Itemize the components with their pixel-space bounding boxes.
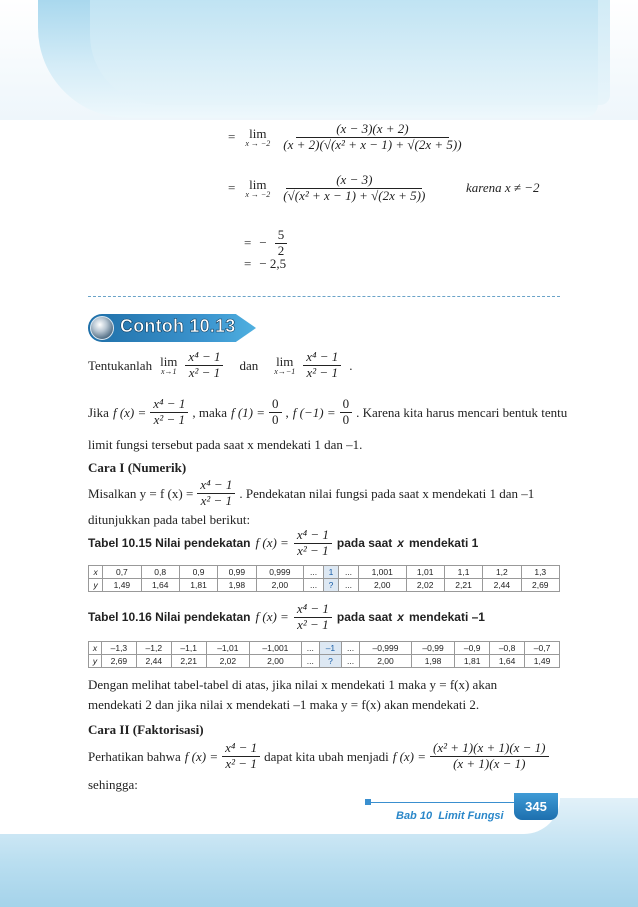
table-cell: ...: [339, 566, 359, 579]
table-cell: 2,21: [444, 579, 482, 592]
table-cell: 1,98: [218, 579, 256, 592]
table-cell: 2,44: [136, 655, 171, 668]
table-cell: 1,64: [490, 655, 525, 668]
table-cell: 1,49: [525, 655, 560, 668]
table-cell: –1,3: [101, 642, 136, 655]
table-cell: ...: [342, 642, 360, 655]
example-prompt: Tentukanlah lim x→1 $\frac{\text{x⁴ − 1}}{\text{x² − 1}}$ dan lim x→−1 $\frac{\text{x⁴ − 1}}{\text{x² − 1}}$ .: [88, 349, 353, 380]
table-cell: 2,00: [250, 655, 302, 668]
derivation-line-2: = lim x → −2 $\frac{(x - 3)}{\text{(√(x² + x − 1) + √(2x + 5))}}$: [228, 172, 426, 203]
condition-note: karena x ≠ −2: [466, 180, 540, 195]
table-cell: –0,9: [455, 642, 490, 655]
table-cell: ...: [301, 655, 319, 668]
table-cell: 0,999: [256, 566, 304, 579]
table-cell: –1: [319, 642, 341, 655]
table-cell: ...: [339, 579, 359, 592]
table-cell: –1,01: [206, 642, 249, 655]
globe-icon: [90, 316, 114, 340]
table-cell: 2,02: [206, 655, 249, 668]
table-cell: 0,9: [179, 566, 217, 579]
table-cell: –0,999: [360, 642, 412, 655]
table-cell: ?: [319, 655, 341, 668]
table-cell: ...: [304, 579, 324, 592]
conclusion-line-2: mendekati 2 dan jika nilai x mendekati –1 maka y = f(x) akan mendekati 2.: [88, 697, 480, 712]
table1-title: Tabel 10.15 Nilai pendekatan f (x) = $\frac{\text{x⁴ − 1}}{\text{x² − 1}}$ pada saat x mendekati 1: [88, 527, 479, 558]
table-cell: –0,8: [490, 642, 525, 655]
table-row: [89, 566, 560, 579]
table-cell: 1,1: [444, 566, 482, 579]
cara1-line-2: ditunjukkan pada tabel berikut:: [88, 512, 251, 527]
page-number: 345: [514, 793, 558, 820]
table1: [88, 565, 560, 592]
conclusion-line-1: Dengan melihat tabel-tabel di atas, jika nilai x mendekati 1 maka y = f(x) akan: [88, 677, 498, 692]
table-cell: 2,00: [360, 655, 412, 668]
table-cell: 1,01: [406, 566, 444, 579]
cara2-heading: Cara II (Faktorisasi): [88, 722, 204, 737]
footer-line: [368, 802, 518, 803]
table-cell: 2,00: [358, 579, 406, 592]
table-cell: 2,02: [406, 579, 444, 592]
table-row: [89, 642, 560, 655]
table-cell: ...: [342, 655, 360, 668]
table-cell: 2,69: [521, 579, 559, 592]
footer-chapter: Bab 10 Limit Fungsi: [396, 810, 504, 822]
table-cell: ...: [301, 642, 319, 655]
table-cell: x: [89, 566, 103, 579]
example-title: Contoh 10.13: [120, 316, 236, 336]
derivation-line-4: = − 2,5: [244, 256, 287, 271]
table-cell: ?: [323, 579, 338, 592]
cara1-heading: Cara I (Numerik): [88, 460, 187, 475]
cara1-paragraph: Misalkan y = f (x) = $\frac{\text{x⁴ − 1}}{\text{x² − 1}}$ . Pendekatan nilai fungsi pada saat x mendekati 1 dan –1: [88, 477, 535, 508]
cara2-line-2: sehingga:: [88, 777, 138, 792]
table-cell: –1,1: [171, 642, 206, 655]
table-cell: 2,00: [256, 579, 304, 592]
table-cell: y: [89, 579, 103, 592]
derivation-line-1: = lim x → −2 $\frac{(x - 3)(x + 2)}{\text{(x + 2)(√(x² + x − 1) + √(2x + 5))}}$: [228, 121, 462, 152]
jika-paragraph: Jika f (x) = $\frac{\text{x⁴ − 1}}{\text{x² − 1}}$ , maka f (1) = $\frac{0}{0}$ , f (−1) = $\frac{0}{0}$ . Karena kita harus mencari bentuk tentu: [88, 396, 568, 427]
table-cell: y: [89, 655, 102, 668]
table-cell: 1,001: [358, 566, 406, 579]
table-cell: x: [89, 642, 102, 655]
table-cell: –0,7: [525, 642, 560, 655]
table-cell: 2,21: [171, 655, 206, 668]
table-cell: –0,99: [411, 642, 454, 655]
table-cell: 1,81: [455, 655, 490, 668]
table-cell: 0,8: [141, 566, 179, 579]
table-cell: 1,64: [141, 579, 179, 592]
table-cell: 1,98: [411, 655, 454, 668]
table-cell: 2,69: [101, 655, 136, 668]
derivation-line-3: = − $\frac{5}{2}$: [244, 228, 287, 259]
table-row: [89, 579, 560, 592]
header-decoration-inner: [90, 0, 610, 105]
section-divider: [88, 296, 560, 297]
table-cell: 0,99: [218, 566, 256, 579]
table-cell: –1,2: [136, 642, 171, 655]
table-cell: 1,3: [521, 566, 559, 579]
table-cell: 0,7: [103, 566, 141, 579]
table-cell: 1,81: [179, 579, 217, 592]
cara2-paragraph: Perhatikan bahwa f (x) = $\frac{\text{x⁴ − 1}}{\text{x² − 1}}$ dapat kita ubah menjadi f (x) = $\frac{\text{(x² + 1)(x + 1)(x − 1)}}{(x + 1)(x - 1)}$: [88, 741, 549, 772]
table-cell: 2,44: [483, 579, 521, 592]
table-cell: 1,2: [483, 566, 521, 579]
table2: [88, 641, 560, 668]
table-cell: ...: [304, 566, 324, 579]
jika-line-2: limit fungsi tersebut pada saat x mendekati 1 dan –1.: [88, 437, 363, 452]
table-row: [89, 655, 560, 668]
table-cell: –1,001: [250, 642, 302, 655]
table-cell: 1,49: [103, 579, 141, 592]
table2-title: Tabel 10.16 Nilai pendekatan f (x) = $\frac{\text{x⁴ − 1}}{\text{x² − 1}}$ pada saat x mendekati –1: [88, 601, 485, 632]
table-cell: 1: [323, 566, 338, 579]
